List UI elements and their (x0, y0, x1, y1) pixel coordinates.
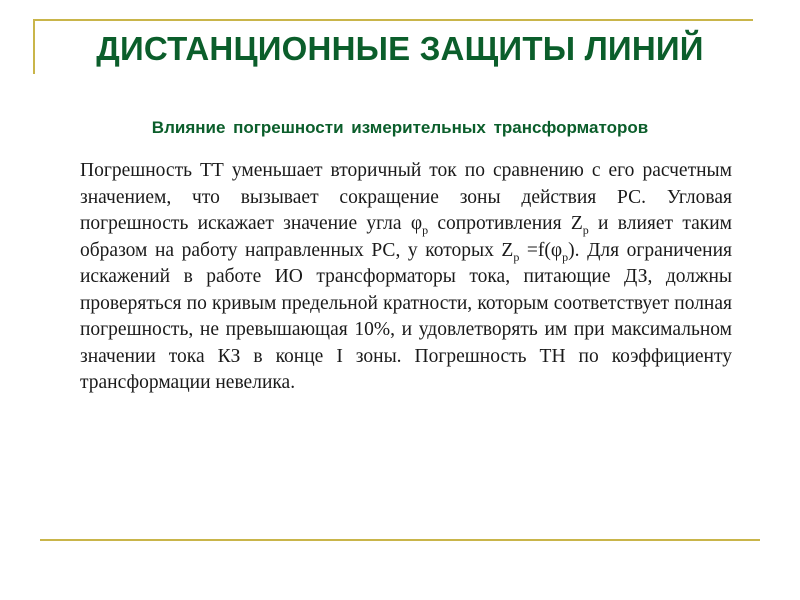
subscript-r: р (513, 249, 520, 264)
body-text-segment-5: ). Для ограничения искажений в работе ИО трансформаторы тока, питающие ДЗ, должны проверяться по кривым предельной кратности, которым соответствует полная погрешность, не превышающая 10%, и удовлетворять им при максимальном значении тока КЗ в конце I зоны. Погрешность ТН по коэффициенту трансформации невелика. (80, 239, 732, 393)
subscript-r: р (582, 222, 589, 237)
body-text-segment-1: Погрешность ТТ уменьшает вторичный ток по сравнению с его расчетным значением, что вызывает сокращение зоны действия РС. Угловая погрешность искажает значение угла φ (80, 160, 732, 234)
bottom-decorative-rule (40, 539, 760, 541)
top-decorative-rule (33, 19, 753, 21)
subscript-r: р (562, 249, 569, 264)
body-text-segment-4: =f(φ (519, 239, 563, 261)
subscript-r: р (422, 222, 429, 237)
body-text-segment-2: сопротивления Z (428, 213, 583, 234)
body-text-segment-3: и влияет таким образом на работу направленных РС, у которых Z (80, 213, 732, 261)
slide-title: ДИСТАНЦИОННЫЕ ЗАЩИТЫ ЛИНИЙ (96, 30, 704, 67)
body-paragraph (80, 158, 732, 397)
slide-subtitle: Влияние погрешности измерительных трансформаторов (151, 118, 649, 137)
